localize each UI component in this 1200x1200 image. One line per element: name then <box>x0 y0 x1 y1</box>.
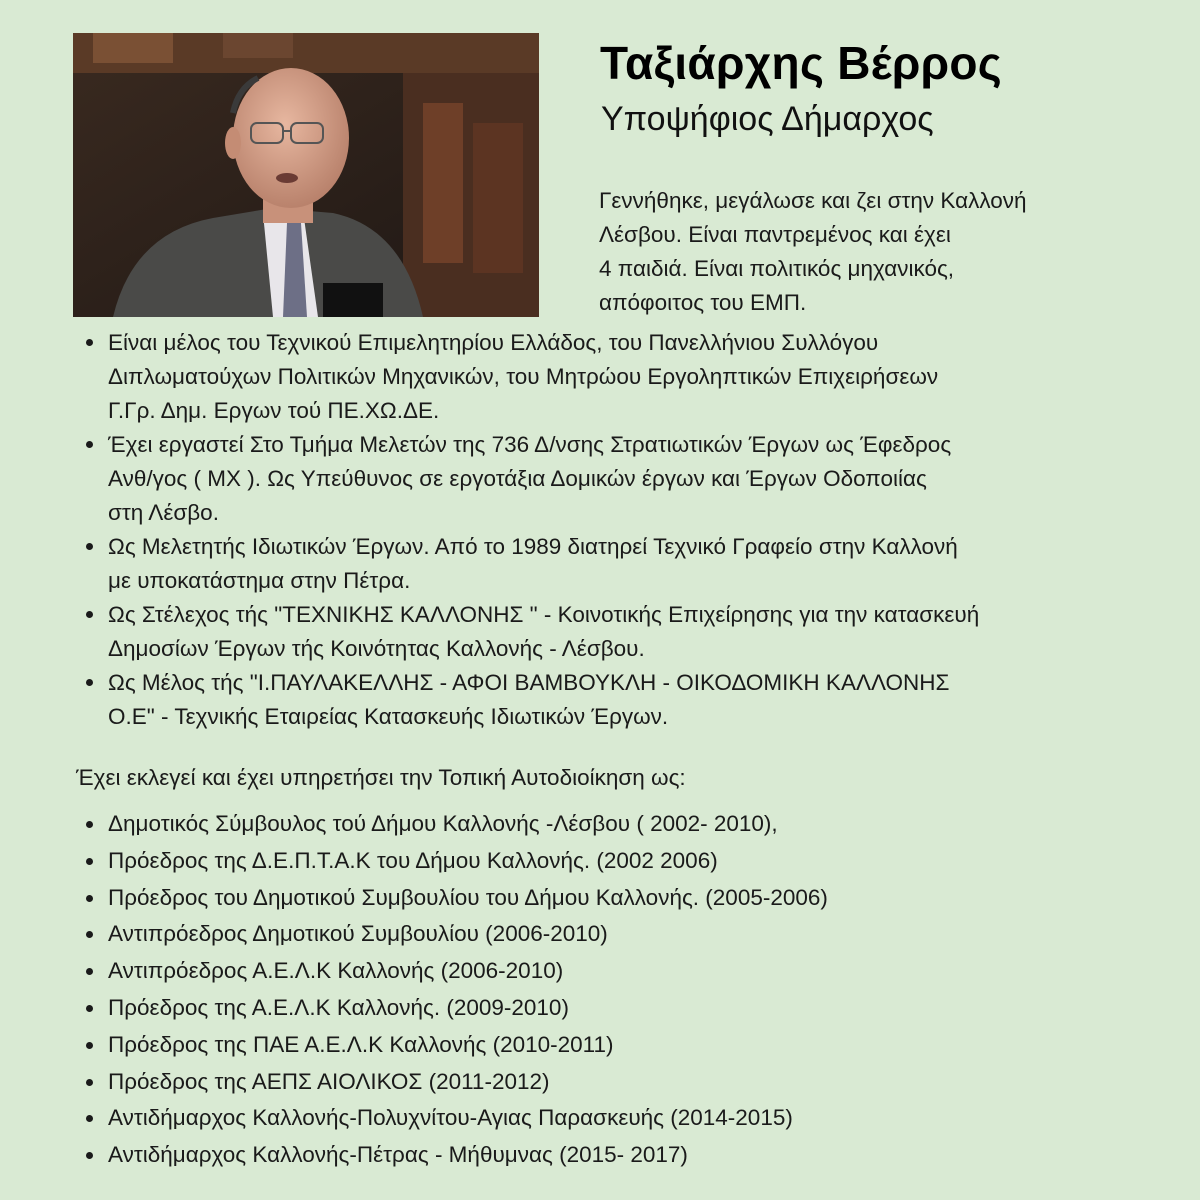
local-government-list <box>0 806 1200 1174</box>
list-item-line: στη Λέσβο. <box>108 500 219 525</box>
list-item-line: Αντιπρόεδρος Δημοτικού Συμβουλίου (2006-2010) <box>108 921 608 947</box>
list-item <box>0 530 1200 598</box>
list-item-line: Αντιδήμαρχος Καλλονής-Πέτρας - Μήθυμνας (2015- 2017) <box>108 1142 688 1168</box>
list-item <box>0 843 1200 880</box>
list-item-line: Ο.Ε" - Τεχνικής Εταιρείας Κατασκευής Ιδιωτικών Έργων. <box>108 704 669 729</box>
list-item-line: Ως Μελετητής Ιδιωτικών Έργων. Από το 1989 διατηρεί Τεχνικό Γραφείο στην Καλλονή <box>108 534 958 559</box>
list-item-line: Δημοσίων Έργων τής Κοινότητας Καλλονής - Λέσβου. <box>108 636 645 661</box>
list-item-line: Έχει εργαστεί Στο Τμήμα Μελετών της 736 Δ/νσης Στρατιωτικών Έργων ως Έφεδρος <box>108 432 952 457</box>
list-item <box>0 916 1200 953</box>
list-item-line: Γ.Γρ. Δημ. Εργων τού ΠΕ.ΧΩ.ΔΕ. <box>108 398 440 423</box>
list-item-line: Αντιπρόεδρος Α.Ε.Λ.Κ Καλλονής (2006-2010) <box>108 958 564 984</box>
list-item-line: Είναι μέλος του Τεχνικού Επιμελητηρίου Ελλάδος, του Πανελλήνιου Συλλόγου <box>108 330 879 355</box>
list-item-line: Αντιδήμαρχος Καλλονής-Πολυχνίτου-Αγιας Παρασκευής (2014-2015) <box>108 1105 793 1131</box>
candidate-name: Ταξιάρχης Βέρρος <box>600 37 1002 89</box>
list-item <box>0 1027 1200 1064</box>
list-item <box>0 990 1200 1027</box>
local-government-intro: Έχει εκλεγεί και έχει υπηρετήσει την Τοπική Αυτοδιοίκηση ως: <box>76 765 686 790</box>
list-item-line: Διπλωματούχων Πολιτικών Μηχανικών, του Μητρώου Εργοληπτικών Επιχειρήσεων <box>108 364 939 389</box>
experience-list <box>0 326 1200 734</box>
list-item <box>0 1137 1200 1174</box>
list-item <box>0 326 1200 428</box>
bio-line: Λέσβου. Είναι παντρεμένος και έχει <box>599 222 951 247</box>
list-item <box>0 880 1200 917</box>
list-item <box>0 953 1200 990</box>
list-item-line: με υποκατάστημα στην Πέτρα. <box>108 568 411 593</box>
list-item-line: Ως Μέλος τής "Ι.ΠΑΥΛΑΚΕΛΛΗΣ - ΑΦΟΙ ΒΑΜΒΟΥΚΛΗ - ΟΙΚΟΔΟΜΙΚΗ ΚΑΛΛΟΝΗΣ <box>108 670 950 695</box>
list-item-line: Πρόεδρος της Δ.Ε.Π.Τ.Α.Κ του Δήμου Καλλονής. (2002 2006) <box>108 847 718 873</box>
list-item <box>0 428 1200 530</box>
list-item <box>0 806 1200 843</box>
candidate-role: Υποψήφιος Δήμαρχος <box>601 100 934 138</box>
list-item-line: Δημοτικός Σύμβουλος τού Δήμου Καλλονής -Λέσβου ( 2002- 2010), <box>108 811 778 836</box>
list-item <box>0 598 1200 666</box>
list-item <box>0 1064 1200 1101</box>
list-item-line: Ως Στέλεχος τής "ΤΕΧΝΙΚΗΣ ΚΑΛΛΟΝΗΣ " - Κοινοτικής Επιχείρησης για την κατασκευή <box>108 602 980 627</box>
list-item <box>0 666 1200 734</box>
list-item-line: Ανθ/γος ( ΜΧ ). Ως Υπεύθυνος σε εργοτάξια Δομικών έργων και Έργων Οδοποιίας <box>108 466 927 491</box>
bio-paragraph <box>599 184 1159 320</box>
list-item-line: Πρόεδρος της Α.Ε.Λ.Κ Καλλονής. (2009-2010) <box>108 994 569 1020</box>
list-item-line: Πρόεδρος της ΠΑΕ Α.Ε.Λ.Κ Καλλονής (2010-2011) <box>108 1031 614 1057</box>
list-item <box>0 1100 1200 1137</box>
candidate-photo <box>73 33 539 317</box>
bio-line: απόφοιτος του ΕΜΠ. <box>599 290 807 315</box>
list-item-line: Πρόεδρος της ΑΕΠΣ ΑΙΟΛΙΚΟΣ (2011-2012) <box>108 1068 550 1094</box>
bio-line: 4 παιδιά. Είναι πολιτικός μηχανικός, <box>599 256 955 281</box>
list-item-line: Πρόεδρος του Δημοτικού Συμβουλίου του Δήμου Καλλονής. (2005-2006) <box>108 884 828 910</box>
bio-line: Γεννήθηκε, μεγάλωσε και ζει στην Καλλονή <box>599 188 1027 213</box>
